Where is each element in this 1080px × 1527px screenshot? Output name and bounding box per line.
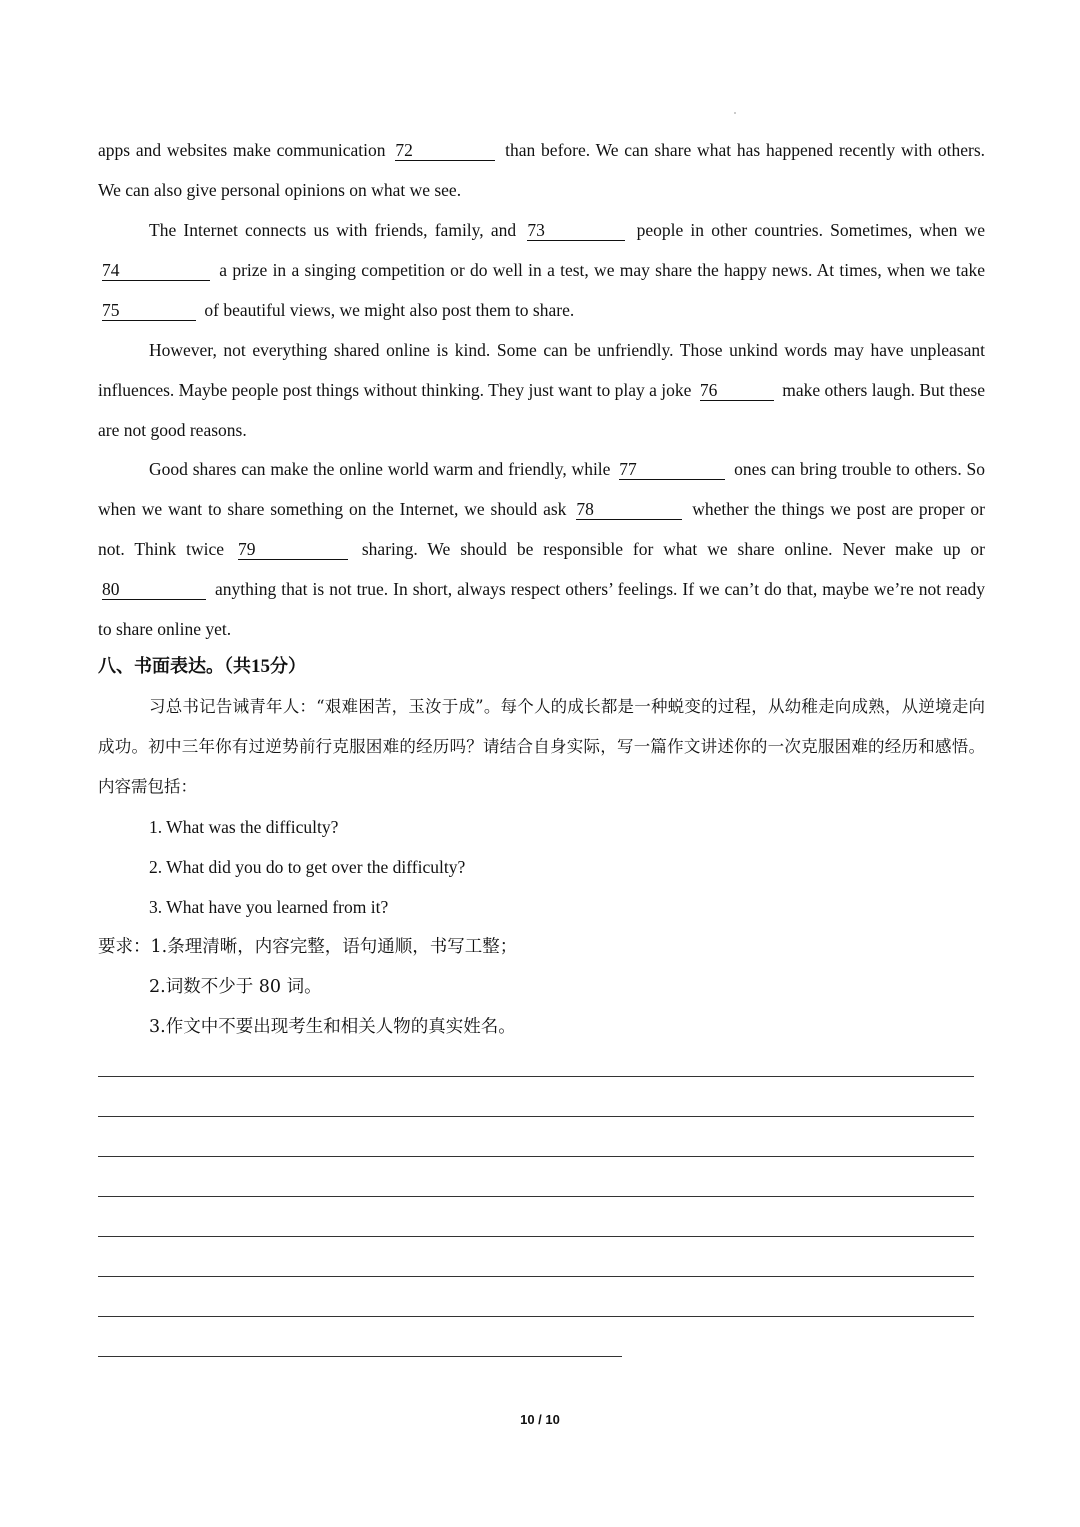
blank-79[interactable]: 79 [238, 539, 348, 560]
page-number: 10 / 10 [520, 1412, 560, 1427]
text-segment: people in other countries. Sometimes, when we [636, 220, 986, 240]
passage-paragraph-2 [98, 210, 985, 330]
text-segment: sharing. We should be responsible for what we share online. Never make up or [361, 539, 985, 559]
writing-line[interactable] [98, 1116, 974, 1117]
requirement-3: 3.作文中不要出现考生和相关人物的真实姓名。 [149, 1017, 516, 1037]
passage-paragraph-1 [98, 130, 985, 210]
requirement-1 [98, 932, 517, 962]
blank-78[interactable]: 78 [576, 499, 682, 520]
text-segment: a prize in a singing competition or do well in a test, we may share the happy news. At times, when we take [219, 260, 985, 280]
text-segment: However, not everything shared online is kind. Some can be unfriendly. Those unkind words may have unpleasant influences. Maybe people post things without thinking. They just want to play a joke [98, 340, 985, 400]
section-heading [98, 652, 306, 682]
writing-line[interactable] [98, 1156, 974, 1157]
writing-line[interactable] [98, 1236, 974, 1237]
blank-76[interactable]: 76 [700, 380, 774, 401]
text-segment: of beautiful views, we might also post them to share. [204, 300, 575, 320]
text-segment: apps and websites make communication [98, 140, 386, 160]
question-3: 3. What have you learned from it? [149, 897, 389, 917]
text-segment: anything that is not true. In short, always respect others’ feelings. If we can’t do that, maybe we’re not ready to share online yet. [98, 579, 985, 639]
heading-suffix: 分） [270, 656, 306, 677]
text-segment: than before. We can share what has happened recently with others. We can also give personal opinions on what we see. [98, 140, 986, 200]
heading-prefix: 八、书面表达。（共 [98, 656, 251, 677]
question-2: 2. What did you do to get over the difficulty? [149, 857, 466, 877]
writing-line[interactable] [98, 1316, 974, 1317]
question-1: 1. What was the difficulty? [149, 817, 339, 837]
text-segment: The Internet connects us with friends, family, and [149, 220, 517, 240]
blank-80[interactable]: 80 [102, 579, 206, 600]
writing-prompt-intro: 习总书记告诫青年人：“艰难困苦，玉汝于成”。每个人的成长都是一种蜕变的过程，从幼稚走向成熟，从逆境走向成功。初中三年你有过逆势前行克服困难的经历吗？请结合自身实际，写一篇作文讲述你的一次克服困难的经历和感悟。内容需包括： [98, 697, 985, 796]
requirement-text: 1.条理清晰，内容完整，语句通顺，书写工整； [150, 937, 518, 957]
text-segment: make others laugh. But these are not good reasons. [98, 380, 986, 440]
writing-line[interactable] [98, 1276, 974, 1277]
requirement-2: 2.词数不少于 80 词。 [149, 977, 322, 997]
writing-line[interactable] [98, 1196, 974, 1197]
stray-dot [734, 112, 736, 114]
blank-75[interactable]: 75 [102, 300, 196, 321]
requirements-label: 要求： [98, 937, 151, 957]
text-segment: Good shares can make the online world warm and friendly, while [149, 459, 611, 479]
blank-72[interactable]: 72 [395, 140, 495, 161]
text-segment: whether the things we post are proper or not. Think twice [98, 499, 986, 559]
blank-77[interactable]: 77 [619, 459, 725, 480]
passage-paragraph-3 [98, 330, 985, 450]
passage-paragraph-4 [98, 449, 985, 649]
text-segment: ones can bring trouble to others. So when we want to share something on the Internet, we should ask [98, 459, 986, 519]
writing-line[interactable] [98, 1076, 974, 1077]
blank-73[interactable]: 73 [527, 220, 625, 241]
blank-74[interactable]: 74 [102, 260, 210, 281]
writing-line-short[interactable] [98, 1356, 622, 1357]
heading-score: 15 [251, 656, 270, 677]
